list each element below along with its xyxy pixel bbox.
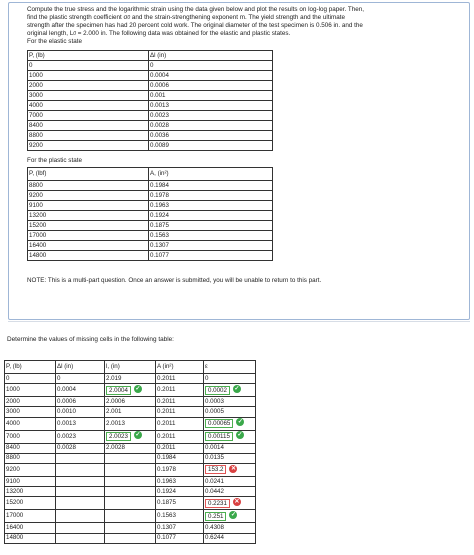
strain-cell [204,510,256,523]
elongation-cell [56,510,105,523]
load-cell-value: 8800 [6,454,20,462]
load-cell [5,430,56,443]
load-cell-value: 15200 [6,499,24,507]
strain-cell [204,476,256,486]
load-cell [28,201,149,211]
elongation-cell [149,91,273,101]
elongation-cell-value: 0.001 [150,91,166,99]
elongation-cell [149,121,273,131]
strain-cell-value: 0.0241 [205,477,224,485]
area-cell-value: 0.1875 [150,221,169,229]
area-cell [156,533,204,543]
elongation-cell-value: 0.0089 [150,141,169,149]
area-cell [156,510,204,523]
table-row [28,71,273,81]
load-cell-value: 17000 [6,512,24,520]
area-cell [156,407,204,417]
area-cell-value: 0.1307 [157,523,176,531]
length-cell-value: 2.0013 [106,419,125,427]
strain-cell [204,430,256,443]
table-row [28,201,273,211]
strain-cell [204,453,256,463]
elongation-cell-value: 0.0010 [57,408,76,415]
length-cell-input[interactable]: 2.0004 [106,386,131,395]
load-cell [5,397,56,407]
length-cell [105,463,156,476]
elongation-cell-value: 0.0006 [57,397,76,405]
area-cell [149,251,273,261]
load-cell [28,61,149,71]
area-cell [156,443,204,453]
elongation-cell-value: 0.0013 [150,101,169,109]
area-cell-value: 0.2011 [157,386,176,394]
load-cell [5,443,56,453]
table-row [5,533,256,543]
table-row [5,374,256,384]
intro-line: Compute the true stress and the logarithmic strain using the data given below and plot the results on log-log paper. Then, [27,6,364,13]
area-cell-value: 0.2011 [157,419,176,427]
load-cell-value: 0 [6,374,10,382]
table-row [28,221,273,231]
elongation-cell-value: 0.0004 [150,71,169,79]
elastic-table [27,50,273,151]
load-cell-value: 14800 [6,534,24,542]
header-cell: l, (in) [105,361,156,374]
strain-cell-input[interactable]: 0.00115 [205,432,233,441]
area-cell [156,453,204,463]
intro-subscript: 0 [127,15,131,22]
table-row [5,497,256,510]
load-cell-value: 13200 [6,487,24,495]
strain-cell-value: 0.0003 [205,397,224,405]
length-cell [105,430,156,443]
header-cell: P, (lb) [28,51,149,61]
load-cell [5,497,56,510]
length-cell [105,453,156,463]
load-cell-value: 4000 [6,419,20,427]
load-cell [5,487,56,497]
length-cell [105,443,156,453]
table-row [28,251,273,261]
length-cell [105,523,156,533]
length-cell-value: 2.001 [106,408,122,415]
load-cell-value: 9200 [29,141,43,149]
load-cell-value: 8400 [6,444,20,452]
table-row [28,61,273,71]
area-cell-value: 0.1963 [157,477,176,485]
strain-cell [204,397,256,407]
load-cell [5,523,56,533]
strain-cell-value: 0.6244 [205,534,224,542]
load-cell-value: 7000 [29,111,43,119]
header-cell: Δl (in) [56,361,105,374]
elongation-cell [149,61,273,71]
load-cell [28,101,149,111]
load-cell-value: 1000 [29,71,43,79]
area-cell [149,181,273,191]
table-row [5,453,256,463]
note-text: NOTE: This is a multi-part question. Once an answer is submitted, you will be unable to return to this part. [27,277,322,285]
load-cell [28,121,149,131]
answer-table [4,360,256,544]
load-cell [28,211,149,221]
load-cell [28,231,149,241]
load-cell [5,374,56,384]
area-cell [149,201,273,211]
elongation-cell [56,533,105,543]
table-row [5,443,256,453]
length-cell [105,397,156,407]
elongation-cell [149,131,273,141]
table-header-row [28,168,273,181]
strain-cell-input[interactable]: 0.2231 [205,499,230,508]
area-cell [149,191,273,201]
elongation-cell-value: 0.0028 [150,121,169,129]
load-cell-value: 17000 [29,231,47,239]
strain-cell [204,374,256,384]
area-cell [156,397,204,407]
elongation-cell [149,111,273,121]
load-cell-value: 4000 [29,101,43,109]
area-cell-value: 0.2011 [157,408,176,415]
intro-line: original length, L [27,30,74,38]
strain-cell [204,533,256,543]
length-cell [105,476,156,486]
load-cell [5,417,56,430]
strain-cell-value: 0.0005 [205,408,224,415]
elongation-cell [56,407,105,417]
area-cell-value: 0.1978 [157,465,176,473]
table-row [28,181,273,191]
load-cell [5,476,56,486]
strain-cell-value: 0 [205,374,209,382]
elongation-cell-value: 0.0036 [150,131,169,139]
load-cell [28,131,149,141]
table-row [5,510,256,523]
plastic-table [27,167,273,261]
load-cell-value: 3000 [29,91,43,99]
elongation-cell-value: 0.0004 [57,386,76,394]
elongation-cell-value: 0 [57,374,61,382]
correct-icon: ✓ [135,386,141,393]
load-cell [28,191,149,201]
area-cell [156,476,204,486]
elongation-cell [56,523,105,533]
length-cell [105,407,156,417]
correct-icon: ✓ [234,386,240,393]
load-cell-value: 8800 [29,181,43,189]
load-cell [28,251,149,261]
problem-statement [27,6,451,46]
strain-cell [204,523,256,533]
table-row [28,141,273,151]
table-row [5,384,256,397]
strain-cell-input[interactable]: 153.2 [205,465,226,474]
load-cell [5,453,56,463]
area-cell-value: 0.2011 [157,397,176,405]
area-cell [156,374,204,384]
table-row [28,191,273,201]
strain-cell-value: 0.4308 [205,523,224,531]
incorrect-icon: ✕ [234,499,240,506]
load-cell [28,141,149,151]
load-cell-value: 16400 [6,523,24,531]
area-cell-value: 0.1924 [150,211,169,219]
table-row [28,131,273,141]
load-cell [5,510,56,523]
strain-cell-value: 0.0014 [205,444,224,452]
area-cell-value: 0.1924 [157,487,176,495]
load-cell-value: 15200 [29,221,47,229]
elongation-cell [56,487,105,497]
area-cell-value: 0.1563 [157,512,176,520]
table-header-row [28,51,273,61]
elongation-cell-value: 0.0006 [150,81,169,89]
elongation-cell-value: 0.0023 [57,432,76,440]
strain-cell [204,497,256,510]
area-cell [149,241,273,251]
load-cell-value: 8400 [29,121,43,129]
length-cell [105,497,156,510]
area-cell-value: 0.1963 [150,201,169,209]
elongation-cell-value: 0.0023 [150,111,169,119]
elongation-cell-value: 0.0028 [57,444,76,452]
area-cell-value: 0.1875 [157,499,176,507]
strain-cell-value: 0.0135 [205,454,224,462]
strain-cell [204,417,256,430]
table-row [28,211,273,221]
correct-icon: ✓ [230,512,236,519]
elastic-label: For the elastic state [27,38,82,46]
load-cell [28,81,149,91]
table-header-row [5,361,256,374]
strain-cell-input[interactable]: 0.00065 [205,419,233,428]
table-row [5,476,256,486]
length-cell-value: 2.019 [106,374,122,382]
area-cell-value: 0.2011 [157,432,176,440]
elongation-cell [56,453,105,463]
load-cell-value: 16400 [29,241,47,249]
table-row [5,430,256,443]
table-row [28,121,273,131]
load-cell-value: 8800 [29,131,43,139]
table-row [5,397,256,407]
area-cell [156,497,204,510]
area-cell [156,487,204,497]
strain-cell-input[interactable]: 0.251 [205,512,226,521]
length-cell-input[interactable]: 2.0023 [106,432,131,441]
intro-line: = 2.000 in. The following data was obtained for the elastic and plastic states. [76,30,291,38]
area-cell-value: 0.1984 [157,454,176,462]
elongation-cell [56,417,105,430]
strain-cell-value: 0.0442 [205,487,224,495]
load-cell [5,384,56,397]
area-cell [149,231,273,241]
length-cell-value: 2.0028 [106,444,125,452]
header-cell: ε [204,361,256,374]
elongation-cell [56,374,105,384]
elongation-cell [149,101,273,111]
table-row [5,463,256,476]
strain-cell-input[interactable]: 0.0002 [205,386,230,395]
load-cell [5,407,56,417]
strain-cell [204,443,256,453]
elongation-cell [56,384,105,397]
load-cell [5,463,56,476]
elongation-cell [56,476,105,486]
length-cell [105,384,156,397]
elongation-cell [149,81,273,91]
elongation-cell [56,497,105,510]
load-cell [28,111,149,121]
question-prompt: Determine the values of missing cells in the following table: [7,336,174,343]
elongation-cell-value: 0.0013 [57,419,76,427]
length-cell [105,510,156,523]
table-row [5,487,256,497]
area-cell-value: 0.1563 [150,231,169,239]
length-cell [105,487,156,497]
load-cell-value: 0 [29,61,33,69]
area-cell [156,417,204,430]
area-cell [156,523,204,533]
load-cell [28,241,149,251]
load-cell-value: 13200 [29,211,47,219]
load-cell [28,71,149,81]
table-row [28,231,273,241]
load-cell-value: 9200 [6,465,20,473]
intro-line: and the strain-strengthening exponent m. The yield strength and the ultimate [130,14,345,22]
table-row [5,407,256,417]
area-cell-value: 0.2011 [157,444,176,452]
load-cell-value: 2000 [29,81,43,89]
area-cell [156,463,204,476]
load-cell [5,533,56,543]
problem-card [8,2,470,320]
table-row [28,101,273,111]
header-cell: A, (in²) [149,168,273,181]
intro-subscript: 0 [73,31,76,38]
length-cell [105,533,156,543]
elongation-cell [56,397,105,407]
table-row [5,417,256,430]
strain-cell [204,384,256,397]
load-cell-value: 2000 [6,397,20,405]
area-cell-value: 0.1978 [150,191,169,199]
area-cell-value: 0.1984 [150,181,169,189]
load-cell-value: 9100 [6,477,20,485]
area-cell-value: 0.1077 [150,251,169,259]
divider [8,321,470,322]
table-row [5,523,256,533]
load-cell-value: 1000 [6,386,20,394]
load-cell-value: 7000 [6,432,20,440]
correct-icon: ✓ [135,432,141,439]
area-cell [149,221,273,231]
load-cell-value: 3000 [6,408,20,415]
strain-cell [204,407,256,417]
table-row [28,241,273,251]
header-cell: P, (lbf) [28,168,149,181]
table-row [28,91,273,101]
elongation-cell [56,443,105,453]
length-cell [105,374,156,384]
intro-line: find the plastic strength coefficient σ [27,14,128,22]
header-cell: A (in²) [156,361,204,374]
intro-line: strength after the specimen has had 20 percent cold work. The original diameter of the test specimen is 0.506 in. and the [27,22,363,30]
elongation-cell [56,463,105,476]
length-cell-value: 2.0006 [106,397,125,405]
elongation-cell [149,71,273,81]
elongation-cell [149,141,273,151]
elongation-cell-value: 0 [150,61,154,69]
correct-icon: ✓ [237,432,243,439]
elongation-cell [56,430,105,443]
load-cell [28,221,149,231]
table-row [28,111,273,121]
area-cell [156,430,204,443]
length-cell [105,417,156,430]
header-cell: Δl (in) [149,51,273,61]
strain-cell [204,463,256,476]
strain-cell [204,487,256,497]
load-cell-value: 9100 [29,201,43,209]
load-cell-value: 14800 [29,251,47,259]
area-cell-value: 0.1077 [157,534,176,542]
plastic-label: For the plastic state [27,157,82,165]
area-cell [156,384,204,397]
table-row [28,81,273,91]
header-cell: P, (lb) [5,361,56,374]
area-cell-value: 0.2011 [157,374,176,382]
area-cell-value: 0.1307 [150,241,169,249]
area-cell [149,211,273,221]
load-cell [28,91,149,101]
load-cell [28,181,149,191]
correct-icon: ✓ [237,419,243,426]
incorrect-icon: ✕ [230,465,236,472]
load-cell-value: 9200 [29,191,43,199]
